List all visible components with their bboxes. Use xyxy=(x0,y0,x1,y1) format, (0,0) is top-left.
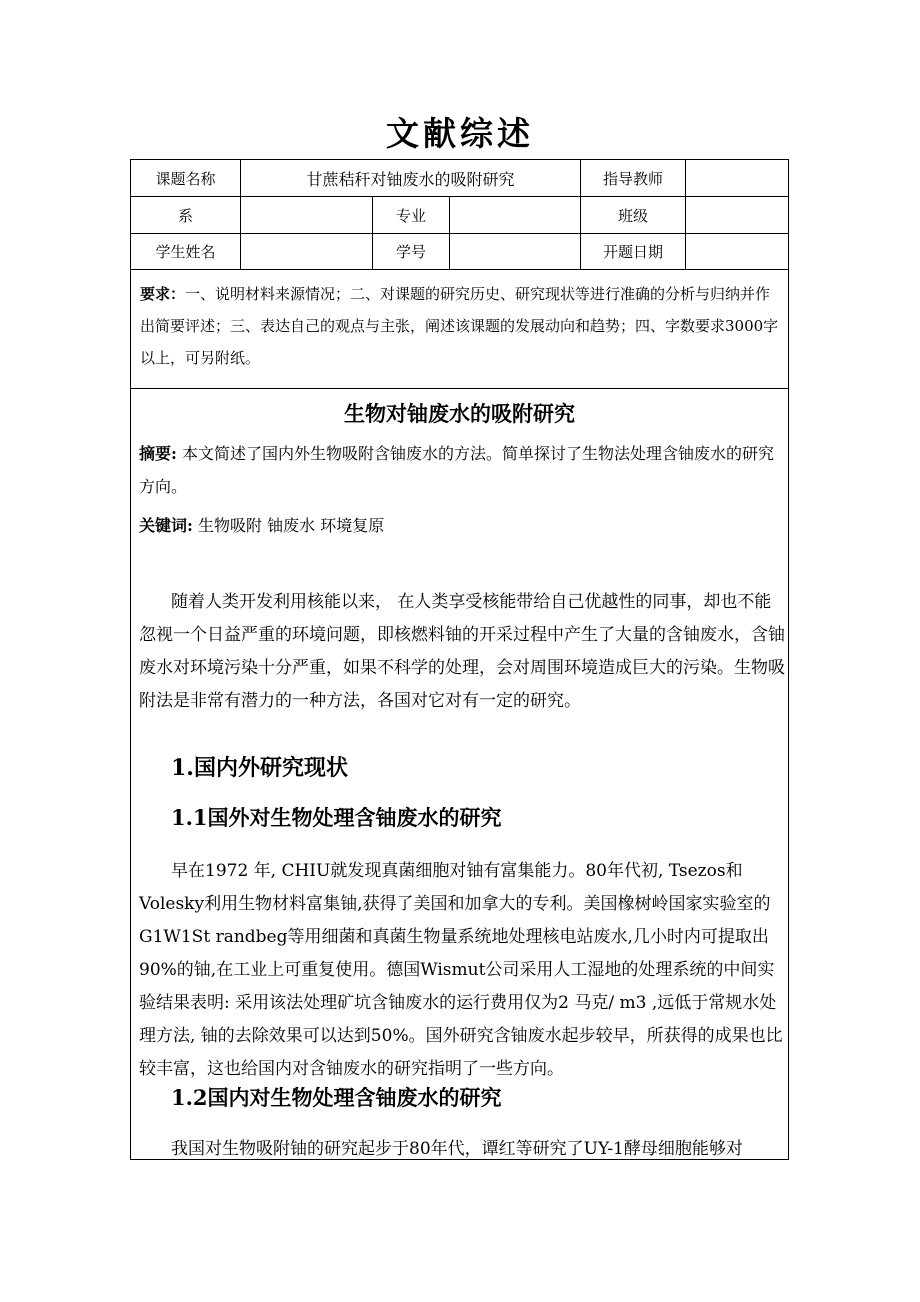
section-1-1-paragraph: 早在1972 年, CHIU就发现真菌细胞对铀有富集能力。80年代初, Tsezos和Volesky利用生物材料富集铀,获得了美国和加拿大的专利。美国橡树岭国家实验室的G1W1St randbeg等用细菌和真菌生物量系统地处理核电站废水,几小时内可提取出90%的铀,在工业上可重复使用。德国Wismut公司采用人工湿地的处理系统的中间实验结果表明: 采用该法处理矿坑含铀废水的运行费用仅为2 马克/ m3 ,远低于常规水处理方法, 铀的去除效果可以达到50%。国外研究含铀废水起步较早，所获得的成果也比较丰富，这也给国内对含铀废水的研究指明了一些方向。 xyxy=(139,861,783,1079)
dept-label: 系 xyxy=(131,197,241,233)
keywords-text: 生物吸附 铀废水 环境复原 xyxy=(198,516,385,535)
id-value[interactable] xyxy=(450,234,581,269)
section-heading-1-1: 1.1国外对生物处理含铀废水的研究 xyxy=(171,805,502,830)
date-label: 开题日期 xyxy=(581,234,686,269)
form-row-dept xyxy=(131,197,788,234)
form-row-student xyxy=(131,234,788,270)
requirements-text: 一、说明材料来源情况；二、对课题的研究历史、研究现状等进行准确的分析与归纳并作出简要评述；三、表达自己的观点与主张，阐述该课题的发展动向和趋势；四、字数要求3000字以上，可另附纸。 xyxy=(140,285,779,367)
id-label: 学号 xyxy=(373,234,450,269)
keywords xyxy=(139,509,782,542)
section-heading-1: 1.国内外研究现状 xyxy=(171,755,348,781)
page-title: 文献综述 xyxy=(386,114,534,153)
major-label: 专业 xyxy=(373,197,450,233)
abstract xyxy=(139,437,782,503)
form-row-topic xyxy=(131,160,788,197)
requirements-label: 要求： xyxy=(140,285,186,303)
dept-value[interactable] xyxy=(241,197,373,233)
abstract-text: 本文简述了国内外生物吸附含铀废水的方法。简单探讨了生物法处理含铀废水的研究方向。 xyxy=(139,444,775,496)
major-value[interactable] xyxy=(450,197,581,233)
student-label: 学生姓名 xyxy=(131,234,241,269)
advisor-value[interactable] xyxy=(686,160,788,196)
section-heading-1-2: 1.2国内对生物处理含铀废水的研究 xyxy=(171,1085,502,1110)
advisor-label: 指导教师 xyxy=(581,160,686,196)
date-value[interactable] xyxy=(686,234,788,269)
requirements-box xyxy=(131,270,788,389)
abstract-label: 摘要: xyxy=(139,444,177,463)
class-label: 班级 xyxy=(581,197,686,233)
topic-label: 课题名称 xyxy=(131,160,241,196)
section-1-2-paragraph: 我国对生物吸附铀的研究起步于80年代，谭红等研究了UY-1酵母细胞能够对 xyxy=(171,1139,743,1159)
topic-value: 甘蔗秸秆对铀废水的吸附研究 xyxy=(241,160,581,196)
class-value[interactable] xyxy=(686,197,788,233)
keywords-label: 关键词: xyxy=(139,516,193,535)
review-form xyxy=(130,159,789,1160)
intro-paragraph: 随着人类开发利用核能以来， 在人类享受核能带给自己优越性的同事，却也不能忽视一个日益严重的环境问题，即核燃料铀的开采过程中产生了大量的含铀废水，含铀废水对环境污染十分严重，如果不科学的处理，会对周围环境造成巨大的污染。生物吸附法是非常有潜力的一种方法，各国对它对有一定的研究。 xyxy=(139,592,785,711)
article-title: 生物对铀废水的吸附研究 xyxy=(344,401,575,426)
student-value[interactable] xyxy=(241,234,373,269)
